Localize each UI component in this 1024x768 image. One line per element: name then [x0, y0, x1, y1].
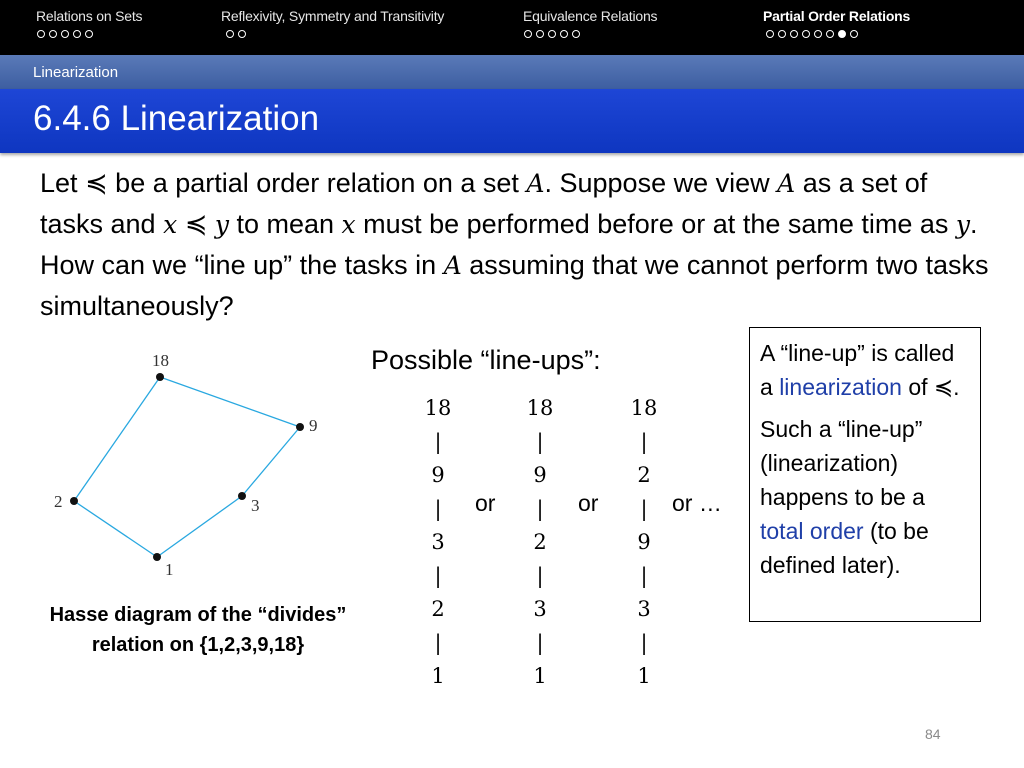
math-var-x: x	[163, 210, 178, 239]
nav-section-title: Reflexivity, Symmetry and Transitivity	[221, 8, 445, 24]
hasse-node-9	[296, 423, 304, 431]
page-number: 84	[925, 726, 941, 742]
lineup-column-1	[418, 392, 458, 694]
hasse-node-18	[156, 373, 164, 381]
definition-text: A “line-up” is called a	[760, 340, 955, 400]
or-separator-3: or …	[672, 490, 722, 516]
lineup-entry: 18	[424, 396, 452, 420]
term-total-order: total order	[760, 518, 864, 544]
nav-dot[interactable]	[37, 30, 45, 38]
lineup-column-3	[624, 392, 664, 694]
hasse-caption	[18, 600, 378, 660]
intro-text: must be performed before or at the same time as	[355, 209, 956, 239]
math-set-a: A	[526, 169, 545, 198]
precedes-symbol: ≼	[85, 168, 108, 198]
lineup-entry: 18	[630, 396, 658, 420]
intro-text: to mean	[228, 209, 342, 239]
definition-total-order	[760, 412, 972, 582]
nav-dots-equivalence-relations	[524, 30, 657, 38]
lineup-bar: |	[536, 429, 544, 454]
nav-dot[interactable]	[238, 30, 246, 38]
nav-section-relations-on-sets[interactable]	[36, 8, 142, 38]
subsection-bar	[0, 55, 1024, 89]
lineup-bar: |	[434, 429, 442, 454]
lineup-bar: |	[536, 563, 544, 588]
lineup-column-2	[520, 392, 560, 694]
lineup-bar: |	[640, 563, 648, 588]
hasse-edge-2-1	[74, 501, 157, 557]
lineup-bar: |	[640, 429, 648, 454]
lineup-bar: |	[536, 496, 544, 521]
lineup-entry: 3	[533, 597, 547, 621]
lineup-entry: 1	[533, 664, 547, 688]
nav-dot[interactable]	[826, 30, 834, 38]
term-linearization: linearization	[779, 374, 902, 400]
lineup-entry: 9	[533, 463, 547, 487]
hasse-edge-3-1	[157, 496, 242, 557]
or-separator-1: or	[475, 490, 496, 516]
hasse-edge-18-9	[160, 377, 300, 427]
hasse-label-3: 3	[251, 496, 260, 515]
hasse-edge-18-2	[74, 377, 160, 501]
hasse-edge-9-3	[242, 427, 300, 496]
lineup-entry: 2	[431, 597, 445, 621]
hasse-caption-line: relation on {1,2,3,9,18}	[91, 634, 305, 656]
nav-section-equivalence-relations[interactable]	[523, 8, 657, 38]
nav-dot[interactable]	[524, 30, 532, 38]
nav-dots-partial-order-relations	[766, 30, 910, 38]
hasse-label-18: 18	[152, 351, 169, 370]
intro-text: as a set of tasks and	[40, 168, 928, 239]
intro-text: be a partial order relation on a set	[107, 168, 527, 198]
nav-dot-current[interactable]	[838, 30, 846, 38]
lineup-entry: 1	[431, 664, 445, 688]
slide-title: 6.4.6 Linearization	[33, 99, 320, 138]
intro-text: . How can we “line up” the tasks in	[40, 209, 978, 280]
intro-text: Let	[40, 168, 86, 198]
subsection-title: Linearization	[33, 64, 119, 81]
hasse-caption-line: Hasse diagram of the “divides”	[49, 604, 347, 626]
nav-dot[interactable]	[536, 30, 544, 38]
intro-paragraph	[40, 163, 990, 327]
lineup-bar: |	[434, 496, 442, 521]
nav-dot[interactable]	[61, 30, 69, 38]
lineup-entry: 3	[431, 530, 445, 554]
lineup-bar: |	[536, 630, 544, 655]
math-var-x: x	[341, 210, 356, 239]
lineup-entry: 18	[526, 396, 554, 420]
nav-dot[interactable]	[814, 30, 822, 38]
hasse-node-2	[70, 497, 78, 505]
nav-section-title: Equivalence Relations	[523, 8, 658, 24]
nav-dot[interactable]	[802, 30, 810, 38]
title-bar	[0, 89, 1024, 153]
nav-dot[interactable]	[226, 30, 234, 38]
nav-dot[interactable]	[766, 30, 774, 38]
nav-dot[interactable]	[73, 30, 81, 38]
lineup-bar: |	[434, 563, 442, 588]
nav-dots-reflexivity	[226, 30, 444, 38]
lineup-bar: |	[640, 496, 648, 521]
nav-section-partial-order-relations[interactable]	[763, 8, 910, 38]
hasse-diagram	[50, 345, 340, 595]
definition-box	[749, 327, 981, 622]
math-set-a: A	[443, 251, 462, 280]
definition-text: of ≼.	[901, 374, 960, 400]
lineup-entry: 3	[637, 597, 651, 621]
definition-linearization	[760, 336, 972, 404]
intro-text: assuming that we cannot perform two tasks simultaneously?	[40, 250, 989, 321]
nav-dot[interactable]	[778, 30, 786, 38]
section-navigation-bar	[0, 0, 1024, 55]
hasse-node-3	[238, 492, 246, 500]
nav-section-title: Relations on Sets	[36, 8, 143, 24]
lineup-bar: |	[640, 630, 648, 655]
or-separator-2: or	[578, 490, 599, 516]
hasse-label-9: 9	[309, 416, 318, 435]
lineup-entry: 2	[533, 530, 547, 554]
nav-dots-relations-on-sets	[37, 30, 142, 38]
nav-section-title: Partial Order Relations	[763, 8, 911, 24]
nav-dot[interactable]	[85, 30, 93, 38]
hasse-label-1: 1	[165, 560, 174, 579]
lineup-entry: 9	[637, 530, 651, 554]
lineup-entry: 9	[431, 463, 445, 487]
math-set-a: A	[777, 169, 796, 198]
lineup-bar: |	[434, 630, 442, 655]
precedes-symbol: ≼	[177, 209, 215, 239]
lineups-heading: Possible “line-ups”:	[371, 345, 601, 375]
definition-text: (to be defined later).	[760, 518, 929, 578]
hasse-node-1	[153, 553, 161, 561]
hasse-label-2: 2	[54, 492, 63, 511]
intro-text: . Suppose we view	[544, 168, 778, 198]
definition-text: Such a “line-up” (linearization) happens to be a	[760, 416, 925, 510]
nav-dot[interactable]	[560, 30, 568, 38]
hasse-edges	[74, 377, 300, 557]
nav-dot[interactable]	[790, 30, 798, 38]
nav-dot[interactable]	[548, 30, 556, 38]
lineup-entry: 2	[637, 463, 651, 487]
lineup-entry: 1	[637, 664, 651, 688]
nav-dot[interactable]	[572, 30, 580, 38]
nav-dot[interactable]	[850, 30, 858, 38]
nav-section-reflexivity[interactable]	[221, 8, 444, 38]
math-var-y: y	[214, 210, 229, 239]
math-var-y: y	[955, 210, 971, 239]
nav-dot[interactable]	[49, 30, 57, 38]
